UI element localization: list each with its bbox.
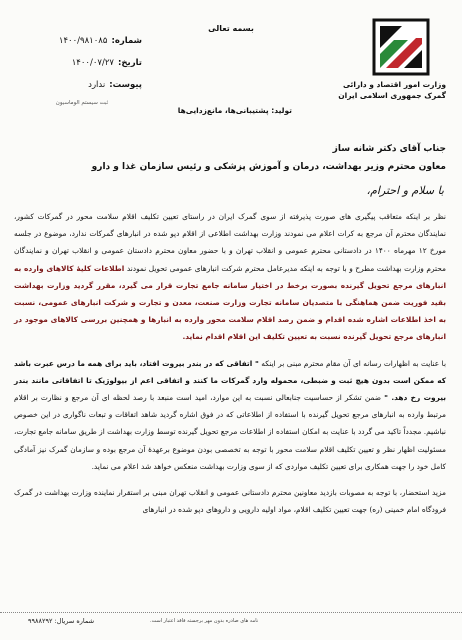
org-line-1: وزارت امور اقتصاد و دارائی xyxy=(342,80,446,89)
paragraph-2 xyxy=(14,355,446,475)
meta-attachment xyxy=(22,74,142,96)
addressee-title: معاون محترم وزیر بهداشت، درمان و آموزش پزشکی و رئیس سازمان غذا و دارو xyxy=(91,162,446,172)
basmala: بسمه تعالی xyxy=(208,24,254,33)
paragraph-2-intro: با عنایت به اظهارات رسانه ای آن مقام محترم مبنی بر اینکه xyxy=(261,358,446,368)
paragraph-1-text: نظر بر اینکه متعاقب پیگیری های صورت پذیرفته از سوی گمرک ایران در راستای تعیین تکلیف اقلام سلامت محور در گمرکات کشور، نمایندگان محترم آن مرجع به کرات اعلام می نمودند وزارت بهداشت اطلاعی از اقلام دپو شده در انبارهای گمرکات ندارد، موضوع در جلسه مورخ ۱۲ مهرماه ۱۴۰۰ در دادستانی محترم عمومی و انقلاب تهران و با حضور معاون محترم دادستان عمومی و انقلاب تهران و نمایندگان محترم وزارت بهداشت مطرح و با توجه به اینکه مدیرعامل محترم شرکت انبارهای عمومی تحویل نمودند xyxy=(14,212,447,273)
serial-label: شماره سریال: xyxy=(54,617,95,625)
addressee xyxy=(16,140,446,176)
serial-number xyxy=(28,617,94,625)
attachment-label: پیوست: xyxy=(109,80,142,90)
paragraph-1 xyxy=(14,208,446,346)
organization-name xyxy=(336,79,446,101)
letter-body xyxy=(14,208,446,527)
date-label: تاریخ: xyxy=(118,58,142,68)
producers-line: تولید: پشتیبانی‌ها، مانع‌زدایی‌ها xyxy=(177,106,292,115)
org-line-2: گمرک جمهوری اسلامی ایران xyxy=(338,91,446,100)
greeting: با سلام و احترام، xyxy=(366,184,444,197)
customs-logo-icon xyxy=(372,18,430,76)
paragraph-2-text: ضمن تشکر از حساسیت جنابعالی نسبت به این موارد، امید است منبعد با رصد لحظه ای آن مرجع و نظارت بر اقلام مرتبط وارده به انبارهای مرجع تحویل گیرنده با استفاده از اطلاعاتی که در فوق اشاره گردید شاهد اتفاقات و تبعات ناگواری در این خصوص نباشیم. مجدداً تاکید می گردد با عنایت به امکان استفاده از اطلاعات مرجع تحویل گیرنده توسط وزارت بهداشت از طریق سامانه جامع تجارت، مسئولیت اظهار نظر و تعیین تکلیف اقلام سلامت محور با توجه به تخصصی بودن موضوع برعهدهٔ آن مرجع بوده و سازمان گمرک نیز آمادگی کامل خود را جهت همکاری برای تعیین تکلیف مواردی که از سوی وزارت بهداشت منعکس خواهد شد اعلام می نماید. xyxy=(14,393,446,471)
letter-meta xyxy=(22,30,142,106)
footer-note: نامه های صادره بدون مهر برجسته فاقد اعتبار است. xyxy=(150,618,259,624)
number-value: ۱۴۰۰/۹۸۱۰۸۵ xyxy=(58,36,108,46)
paragraph-1-highlight: اطلاعات کلیهٔ کالاهای وارده به انبارهای مرجع تحویل گیرنده بصورت برخط در اختیار سامانه جامع تجارت قرار می گیرد، مقرر گردید وزارت بهداشت بقید فوریت ضمن هماهنگی با متصدیان سامانه تجارت وزارت صنعت، معدن و تجارت و شرکت انبارهای عمومی، نسبت به اخذ اطلاعات اشاره شده اقدام و ضمن رصد اقلام سلامت محور وارده به انبارها و همچنین بررسی کالاهای موجود در انبارهای مرجع تحویل گیرنده نسبت به تعیین تکلیف این اقلام اقدام نماید. xyxy=(14,263,446,342)
serial-value: ۹۹۸۸۲۹۲ xyxy=(28,617,53,625)
system-note: ثبت سیستم الوماسیون xyxy=(55,100,109,106)
paragraph-2-quote: " اتفاقی که در بندر بیروت افتاد، باید برای همه ما درس عبرت باشد که ممکن است بدون هیچ ثبت و ضبطی، محموله وارد گمرکات ما کنند و اتفاقی اعم از بیولوژیک تا اتفاقاتی مانند بندر بیروت رخ دهد. " xyxy=(14,358,446,403)
paragraph-3 xyxy=(14,484,446,518)
addressee-name: جناب آقای دکتر شانه ساز xyxy=(332,144,446,154)
attachment-value: ندارد xyxy=(88,80,106,90)
paragraph-3-text: مزید استحضار، با توجه به مصوبات بازدید معاونین محترم دادستانی عمومی و انقلاب تهران مبنی بر استقرار نماینده وزارت بهداشت در گمرک فرودگاه امام خمینی (ره) جهت تعیین تکلیف اقلام، مواد اولیه دارویی و داروهای دپو شده در انبارهای xyxy=(14,488,446,515)
number-label: شماره: xyxy=(111,36,142,46)
date-value: ۱۴۰۰/۰۷/۲۷ xyxy=(71,58,114,68)
meta-date xyxy=(22,52,142,74)
meta-number xyxy=(22,30,142,52)
letter-footer xyxy=(0,612,462,633)
